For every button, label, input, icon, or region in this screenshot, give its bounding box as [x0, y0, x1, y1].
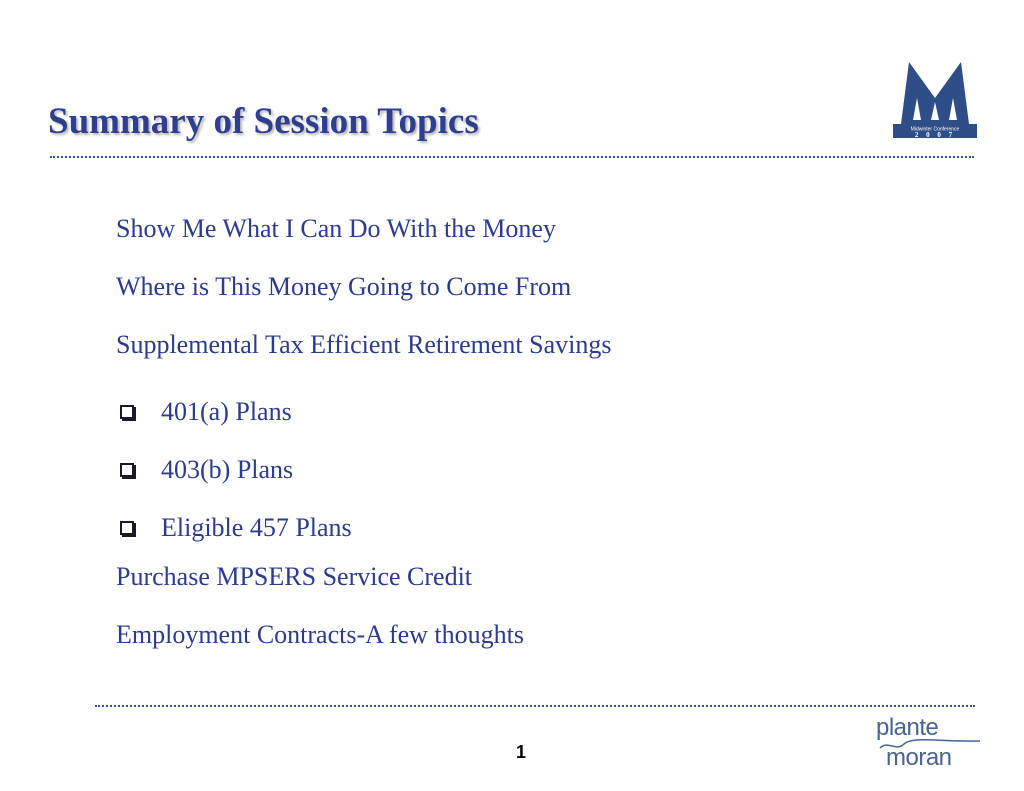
logo-year-text: 2 0 0 7	[914, 131, 956, 139]
title-divider	[50, 156, 974, 158]
topic-subitem	[116, 499, 611, 557]
topic-item	[116, 209, 611, 267]
logo-conference-text: Midwinter Conference	[910, 126, 960, 133]
plante-moran-logo	[872, 714, 982, 776]
topic-text: 403(b) Plans	[161, 455, 294, 484]
topic-subitem	[116, 441, 611, 499]
checkbox-bullet-icon	[120, 521, 134, 535]
topic-text: Employment Contracts-A few thoughts	[116, 620, 525, 649]
topic-text: Eligible 457 Plans	[161, 513, 352, 542]
logo-moran-text: moran	[886, 744, 952, 771]
topic-list	[116, 209, 611, 673]
topic-text: Supplemental Tax Efficient Retirement Savings	[116, 330, 612, 359]
footer-divider	[95, 705, 975, 707]
logo-plante-text: plante	[876, 714, 939, 741]
page-number: 1	[516, 742, 527, 762]
topic-text: Where is This Money Going to Come From	[116, 272, 572, 301]
checkbox-bullet-icon	[120, 463, 134, 477]
topic-text: Show Me What I Can Do With the Money	[116, 214, 556, 243]
topic-text: 401(a) Plans	[161, 397, 292, 426]
topic-item	[116, 267, 611, 325]
midwinter-conference-logo	[891, 58, 979, 140]
topic-text: Purchase MPSERS Service Credit	[116, 562, 473, 591]
topic-subitem	[116, 383, 611, 441]
topic-item	[116, 615, 611, 673]
slide-title: Summary of Session Topics	[48, 101, 479, 142]
topic-item	[116, 557, 611, 615]
checkbox-bullet-icon	[120, 405, 134, 419]
topic-item	[116, 325, 611, 383]
